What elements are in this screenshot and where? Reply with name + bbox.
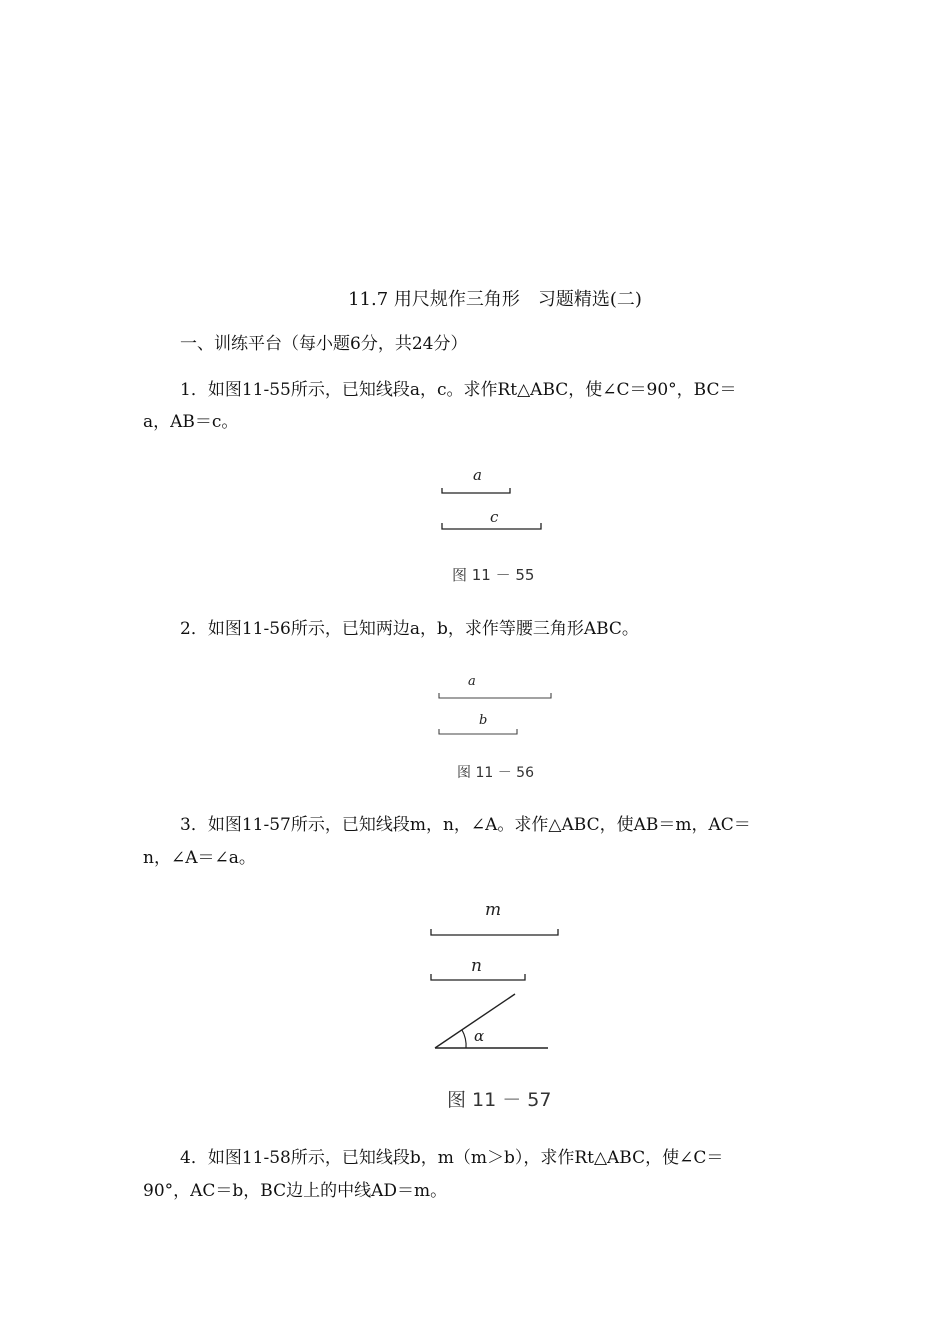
figure-11-55	[430, 460, 560, 590]
fig55-label-a: a	[473, 466, 482, 484]
fig57-caption: 图 11 － 57	[447, 1089, 552, 1111]
question-1-line-2: a，AB＝c。	[143, 412, 239, 432]
question-3-line-2: n，∠A＝∠a。	[143, 848, 256, 868]
question-4-line-2: 90°，AC＝b，BC边上的中线AD＝m。	[143, 1181, 448, 1201]
fig56-label-b: b	[479, 713, 488, 728]
fig57-label-alpha: α	[474, 1027, 485, 1045]
figure-11-57	[420, 895, 570, 1115]
fig57-label-m: m	[485, 900, 502, 920]
question-4-line-1: 4．如图11-58所示，已知线段b，m（m＞b），求作Rt△ABC，使∠C＝	[180, 1148, 724, 1168]
fig56-label-a: a	[468, 674, 476, 689]
section-heading: 一、训练平台（每小题6分，共24分）	[180, 334, 468, 354]
fig55-segment-a	[442, 488, 510, 493]
fig57-angle-arc	[462, 1030, 466, 1048]
fig55-caption: 图 11 － 55	[452, 566, 535, 584]
fig55-label-c: c	[490, 508, 499, 526]
question-2-line-1: 2．如图11-56所示，已知两边a，b，求作等腰三角形ABC。	[180, 619, 639, 639]
question-1-line-1: 1．如图11-55所示，已知线段a，c。求作Rt△ABC，使∠C＝90°，BC＝	[180, 380, 737, 400]
question-3-line-1: 3．如图11-57所示，已知线段m，n，∠A。求作△ABC，使AB＝m，AC＝	[180, 815, 751, 835]
fig57-segment-m	[431, 929, 558, 935]
fig56-segment-a	[439, 693, 551, 698]
page-title: 11.7 用尺规作三角形 习题精选(二)	[348, 289, 642, 310]
figure-11-56	[430, 668, 570, 786]
fig56-segment-b	[439, 729, 517, 734]
fig57-label-n: n	[471, 956, 482, 976]
fig56-caption: 图 11 － 56	[457, 765, 534, 781]
